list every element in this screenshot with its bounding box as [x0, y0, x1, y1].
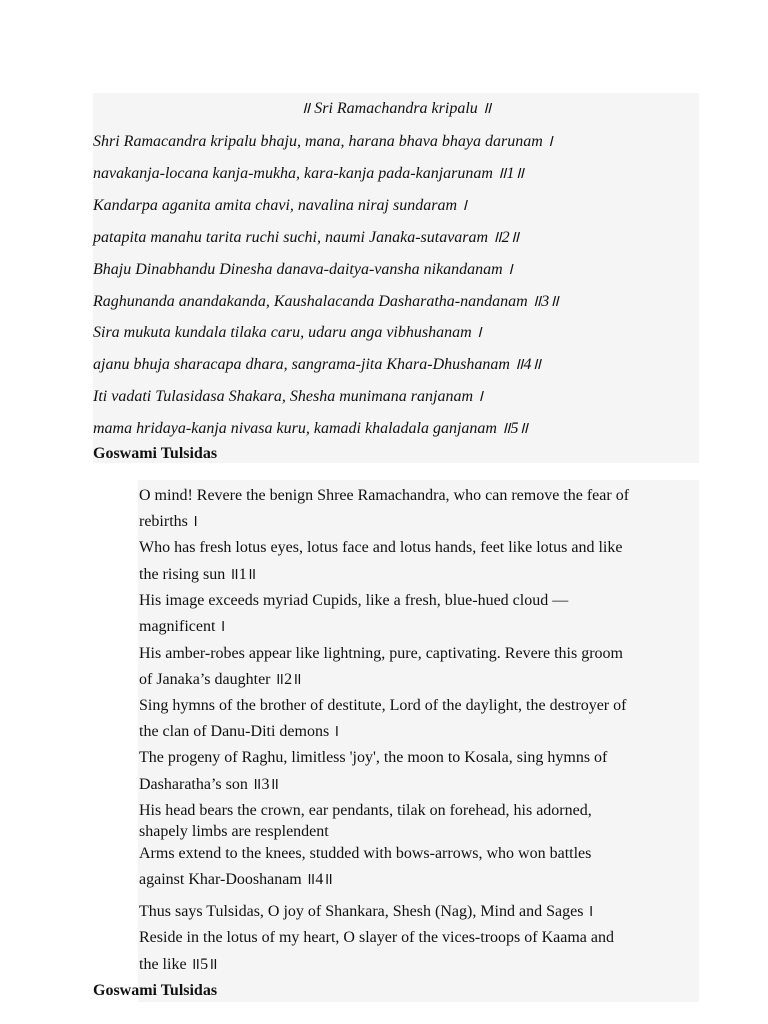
verse-line-2: navakanja-locana kanja-mukha, kara-kanja pada-kanjarunam ॥1॥ — [93, 165, 525, 182]
verse-line-6: Raghunanda anandakanda, Kaushalacanda Dasharatha-nandanam ॥3॥ — [93, 293, 559, 310]
hymn-title: ॥ Sri Ramachandra kripalu ॥ — [300, 100, 492, 117]
translation-line-11: The progeny of Raghu, limitless 'joy', the moon to Kosala, sing hymns of — [139, 749, 608, 766]
translation-line-12: Dasharatha’s son ॥3॥ — [139, 776, 280, 793]
translation-author-name: Goswami Tulsidas — [93, 982, 218, 999]
author-name: Goswami Tulsidas — [93, 445, 218, 462]
verse-line-1: Shri Ramacandra kripalu bhaju, mana, harana bhava bhaya darunam । — [93, 133, 553, 150]
translation-line-13: His head bears the crown, ear pendants, tilak on forehead, his adorned, — [139, 802, 592, 819]
translation-line-9: Sing hymns of the brother of destitute, Lord of the daylight, the destroyer of — [139, 697, 627, 714]
verse-line-8: ajanu bhuja sharacapa dhara, sangrama-jita Khara-Dhushanam ॥4॥ — [93, 356, 542, 373]
translation-line-4: the rising sun ॥1॥ — [139, 566, 257, 583]
translation-line-6: magnificent । — [139, 618, 226, 635]
verse-line-7: Sira mukuta kundala tilaka caru, udaru anga vibhushanam । — [93, 324, 482, 341]
translation-line-1: O mind! Revere the benign Shree Ramachandra, who can remove the fear of — [139, 487, 630, 504]
translation-line-5: His image exceeds myriad Cupids, like a fresh, blue-hued cloud — — [139, 592, 569, 609]
translation-line-3: Who has fresh lotus eyes, lotus face and lotus hands, feet like lotus and like — [139, 539, 623, 556]
translation-line-8: of Janaka’s daughter ॥2॥ — [139, 671, 302, 688]
translation-line-7: His amber-robes appear like lightning, pure, captivating. Revere this groom — [139, 645, 623, 662]
verse-line-4: patapita manahu tarita ruchi suchi, naumi Janaka-sutavaram ॥2॥ — [93, 229, 520, 246]
verse-line-3: Kandarpa aganita amita chavi, navalina niraj sundaram । — [93, 197, 468, 214]
translation-line-14: shapely limbs are resplendent — [139, 823, 329, 840]
verse-line-9: Iti vadati Tulasidasa Shakara, Shesha munimana ranjanam । — [93, 388, 484, 405]
verse-line-10: mama hridaya-kanja nivasa kuru, kamadi khaladala ganjanam ॥5॥ — [93, 420, 529, 437]
translation-line-2: rebirths । — [139, 513, 198, 530]
translation-line-17: Thus says Tulsidas, O joy of Shankara, Shesh (Nag), Mind and Sages । — [139, 903, 594, 920]
translation-line-16: against Khar-Dooshanam ॥4॥ — [139, 871, 333, 888]
verse-line-5: Bhaju Dinabhandu Dinesha danava-daitya-vansha nikandanam । — [93, 261, 513, 278]
translation-line-19: the like ॥5॥ — [139, 956, 218, 973]
translation-line-15: Arms extend to the knees, studded with bows-arrows, who won battles — [139, 845, 592, 862]
translation-line-10: the clan of Danu-Diti demons । — [139, 723, 340, 740]
translation-line-18: Reside in the lotus of my heart, O slayer of the vices-troops of Kaama and — [139, 929, 614, 946]
